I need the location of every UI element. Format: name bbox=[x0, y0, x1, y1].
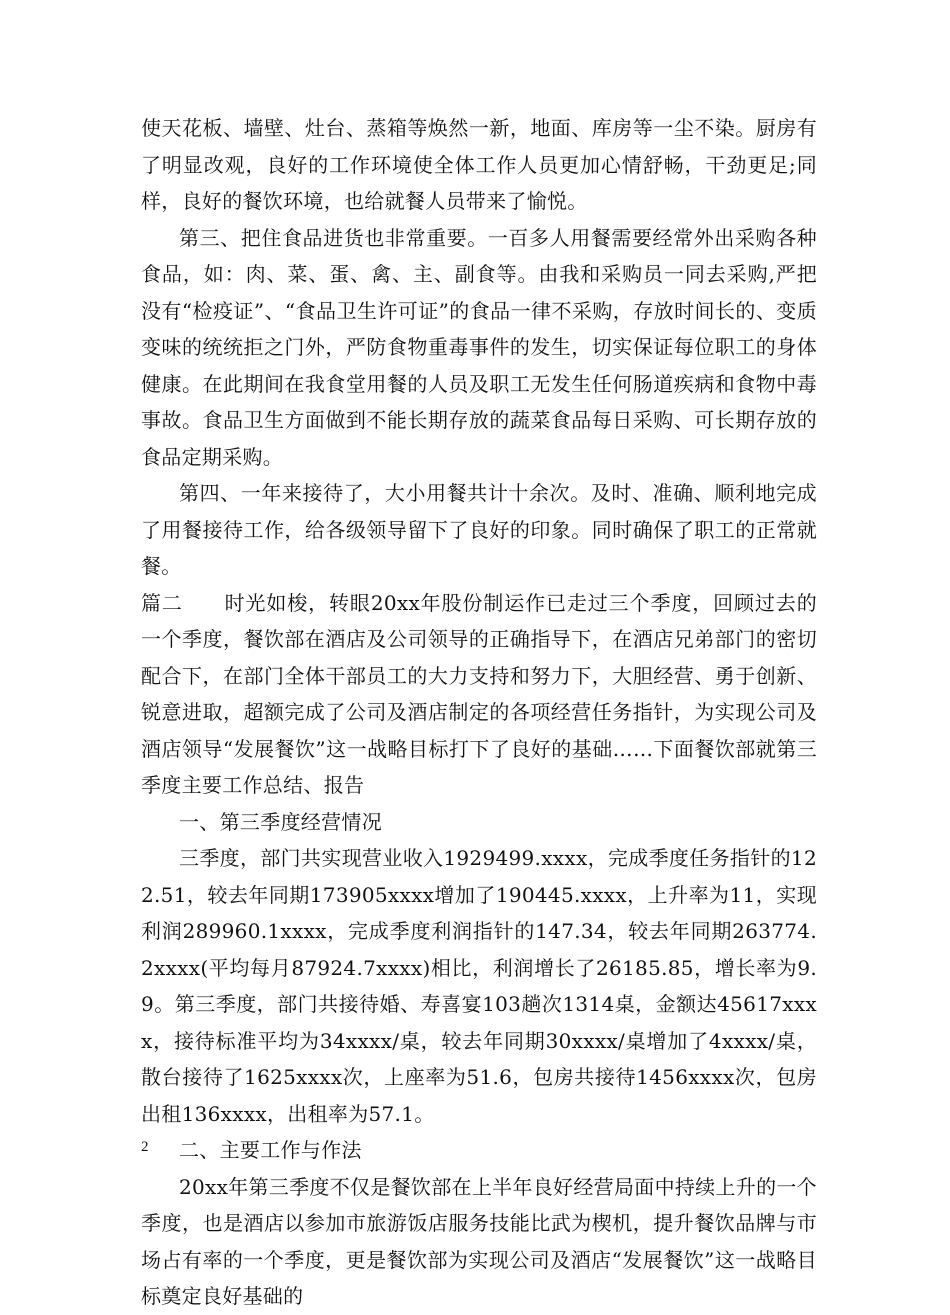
paragraph-6: 20xx年第三季度不仅是餐饮部在上半年良好经营局面中持续上升的一个季度，也是酒店以参加市旅游饭店服务技能比武为楔机，提升餐饮品牌与市场占有率的一个季度，更是餐饮部为实现公司及酒店“发展餐饮”这一战略目标奠定良好基础的 bbox=[141, 1174, 817, 1308]
paragraph-5: 三季度，部门共实现营业收入1929499.xxxx，完成季度任务指针的122.51，较去年同期173905xxxx增加了190445.xxxx，上升率为11，实现利润289960.1xxxx，完成季度利润指针的147.34，较去年同期263774.2xxxx(平均每月87924.7xxxx)相比，利润增长了26185.85，增长率为9.9。第三季度，部门共接待婚、寿喜宴103趟次1314桌，金额达45617xxxx，接待标准平均为34xxxx/桌，较去年同期30xxxx/桌增加了4xxxx/桌，散台接待了1625xxxx次，上座率为51.6，包房共接待1456xxxx次，包房出租136xxxx，出租率为57.1。 bbox=[141, 846, 817, 1126]
document-body bbox=[141, 110, 817, 1315]
paragraph-4: 篇二 时光如梭，转眼20xx年股份制运作已走过三个季度，回顾过去的一个季度，餐饮部在酒店及公司领导的正确指导下，在酒店兄弟部门的密切配合下，在部门全体干部员工的大力支持和努力下，大胆经营、勇于创新、锐意进取，超额完成了公司及酒店制定的各项经营任务指针，为实现公司及酒店领导“发展餐饮”这一战略目标打下了良好的基础……下面餐饮部就第三季度主要工作总结、报告 bbox=[141, 590, 817, 797]
paragraph-3: 第四、一年来接待了，大小用餐共计十余次。及时、准确、顺利地完成了用餐接待工作，给各级领导留下了良好的印象。同时确保了职工的正常就餐。 bbox=[141, 481, 817, 578]
section-heading-1: 一、第三季度经营情况 bbox=[179, 809, 382, 834]
section-heading-2: 二、主要工作与作法 bbox=[179, 1138, 362, 1162]
paragraph-1: 使天花板、墙壁、灶台、蒸箱等焕然一新，地面、库房等一尘不染。厨房有了明显改观，良好的工作环境使全体工作人员更加心情舒畅，干劲更足;同样，良好的餐饮环境，也给就餐人员带来了愉悦。 bbox=[141, 116, 817, 213]
paragraph-2: 第三、把住食品进货也非常重要。一百多人用餐需要经常外出采购各种食品，如：肉、菜、蛋、禽、主、副食等。由我和采购员一同去采购,严把没有“检疫证”、“食品卫生许可证”的食品一律不采购，存放时间长的、变质变味的统统拒之门外，严防食物重毒事件的发生，切实保证每位职工的身体健康。在此期间在我食堂用餐的人员及职工无发生任何肠道疾病和食物中毒事故。食品卫生方面做到不能长期存放的蔬菜食品每日采购、可长期存放的食品定期采购。 bbox=[141, 225, 817, 469]
page-number: 2 bbox=[141, 1139, 149, 1155]
